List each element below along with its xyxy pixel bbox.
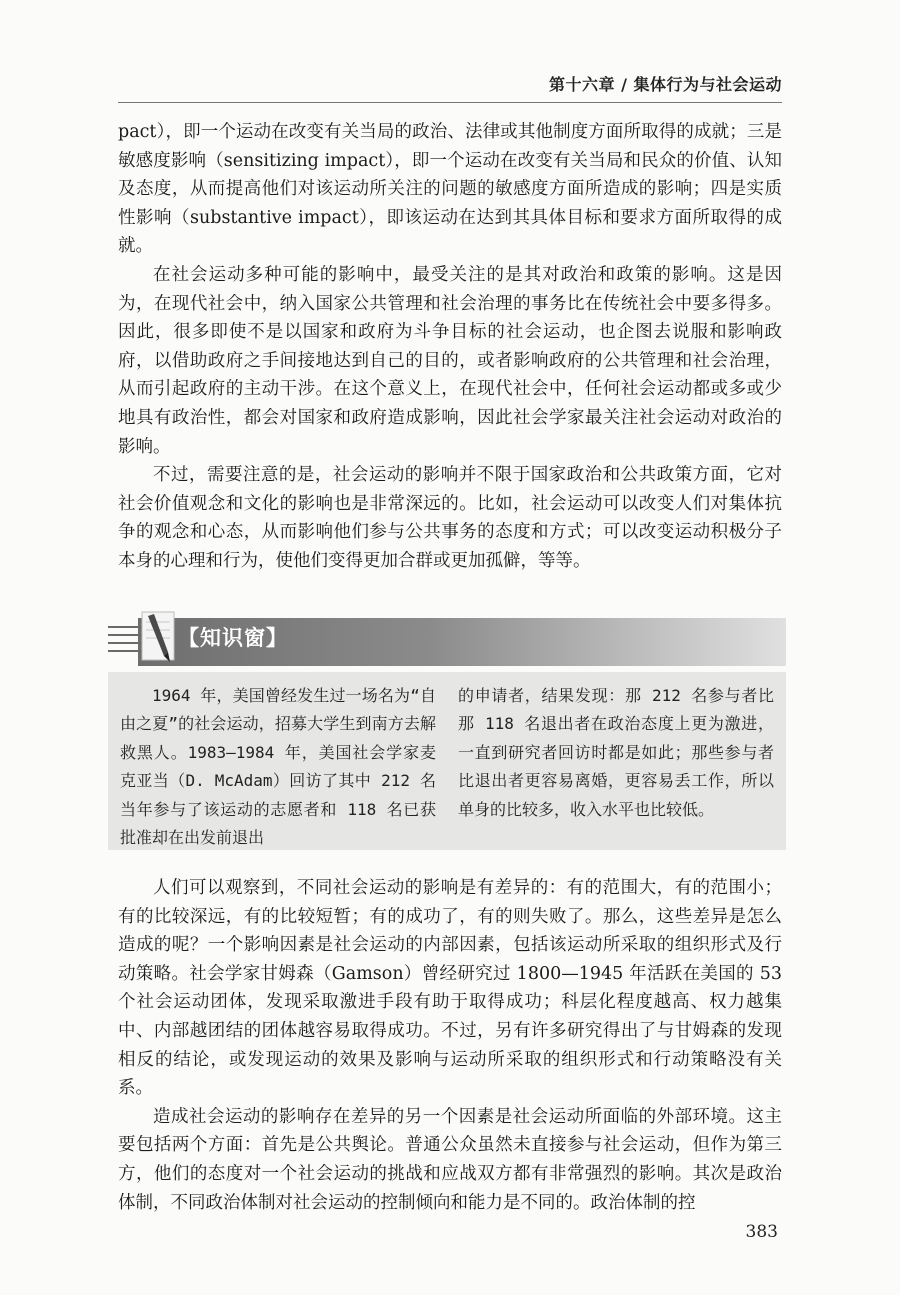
knowledge-window-left-column: 1964 年，美国曾经发生过一场名为“自由之夏”的社会运动，招募大学生到南方去解救黑人。1983—1984 年，美国社会学家麦克亚当（D. McAdam）回访了其中 212 名当年参与了该运动的志愿者和 118 名已获批准却在出发前退出 xyxy=(120,686,436,848)
paragraph-2: 在社会运动多种可能的影响中，最受关注的是其对政治和政策的影响。这是因为，在现代社会中，纳入国家公共管理和社会治理的事务比在传统社会中要多得多。因此，很多即使不是以国家和政府为斗争目标的社会运动，也企图去说服和影响政府，以借助政府之手间接地达到自己的目的，或者影响政府的公共管理和社会治理，从而引起政府的主动干涉。在这个意义上，在现代社会中，任何社会运动都或多或少地具有政治性，都会对国家和政府造成影响，因此社会学家最关注社会运动对政治的影响。 xyxy=(118,264,782,457)
paragraph-1: pact），即一个运动在改变有关当局的政治、法律或其他制度方面所取得的成就；三是敏感度影响（sensitizing impact），即一个运动在改变有关当局和民众的价值、认知及态度，从而提高他们对该运动所关注的问题的敏感度方面所造成的影响；四是实质性影响（substantive impact），即该运动在达到其具体目标和要求方面所取得的成就。 xyxy=(118,122,782,257)
paragraph-4: 人们可以观察到，不同社会运动的影响是有差异的：有的范围大，有的范围小；有的比较深远，有的比较短暂；有的成功了，有的则失败了。那么，这些差异是怎么造成的呢？一个影响因素是社会运动的内部因素，包括该运动所采取的组织形式及行动策略。社会学家甘姆森（Gamson）曾经研究过 1800—1945 年活跃在美国的 53 个社会运动团体，发现采取激进手段有助于取得成功；科层化程度越高、权力越集中、内部越团结的团体越容易取得成功。不过，另有许多研究得出了与甘姆森的发现相反的结论，或发现运动的效果及影响与运动所采取的组织形式和行动策略没有关系。 xyxy=(118,878,782,1099)
pen-icon xyxy=(134,608,180,666)
knowledge-window-content xyxy=(108,672,786,850)
knowledge-window-right-column: 的申请者，结果发现：那 212 名参与者比那 118 名退出者在政治态度上更为激进，一直到研究者回访时都是如此；那些参与者比退出者更容易离婚，更容易丢工作，所以单身的比较多，收入水平也比较低。 xyxy=(458,686,774,819)
knowledge-window xyxy=(108,608,786,850)
main-text-bottom xyxy=(118,874,782,1217)
header-rule xyxy=(118,102,782,103)
knowledge-window-title: 【知识窗】 xyxy=(178,626,288,650)
running-header: 第十六章 / 集体行为与社会运动 xyxy=(549,75,782,94)
paragraph-3: 不过，需要注意的是，社会运动的影响并不限于国家政治和公共政策方面，它对社会价值观念和文化的影响也是非常深远的。比如，社会运动可以改变人们对集体抗争的观念和心态，从而影响他们参与公共事务的态度和方式；可以改变运动积极分子本身的心理和行为，使他们变得更加合群或更加孤僻，等等。 xyxy=(118,465,782,571)
paragraph-5: 造成社会运动的影响存在差异的另一个因素是社会运动所面临的外部环境。这主要包括两个方面：首先是公共舆论。普通公众虽然未直接参与社会运动，但作为第三方，他们的态度对一个社会运动的挑战和应战双方都有非常强烈的影响。其次是政治体制，不同政治体制对社会运动的控制倾向和能力是不同的。政治体制的控 xyxy=(118,1106,782,1213)
main-text-top xyxy=(118,118,782,576)
page-number: 383 xyxy=(745,1222,778,1242)
